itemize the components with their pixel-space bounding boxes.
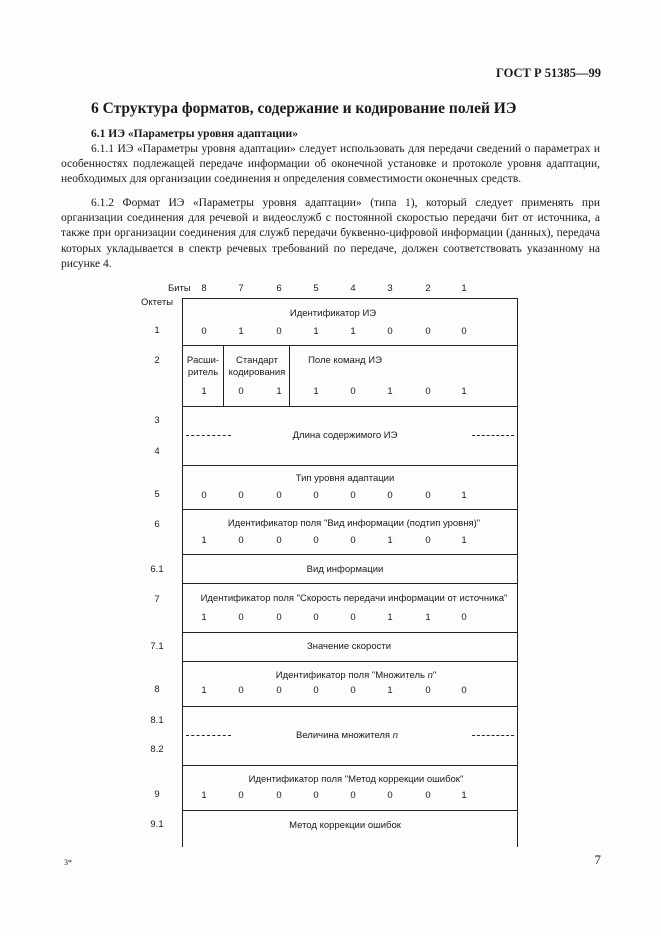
octet-number: 8.2 <box>150 744 164 755</box>
bit-value: 0 <box>238 685 244 696</box>
ie-command-field-label: Поле команд ИЭ <box>308 355 382 366</box>
bit-value: 0 <box>276 685 282 696</box>
source-rate-field-identifier: Идентификатор поля "Скорость передачи информации от источника" <box>200 593 508 604</box>
bit-value: 0 <box>387 790 393 801</box>
bit-value: 1 <box>387 685 393 696</box>
bit-value: 1 <box>313 386 319 397</box>
bit-value: 1 <box>201 790 207 801</box>
bit-value: 0 <box>276 490 282 501</box>
octet-number: 6 <box>154 519 160 530</box>
bit-value: 1 <box>350 326 356 337</box>
bit-value: 0 <box>461 612 467 623</box>
octet-number: 3 <box>154 415 160 426</box>
row-divider <box>182 810 518 811</box>
row-divider <box>182 632 518 633</box>
bit-number: 7 <box>238 283 244 294</box>
octet-number: 9.1 <box>150 819 164 830</box>
octet-number: 6.1 <box>150 564 164 575</box>
bit-value: 0 <box>313 490 319 501</box>
continuation-dash <box>472 435 514 436</box>
row-divider <box>182 465 518 466</box>
bit-number: 3 <box>387 283 393 294</box>
standard-number: ГОСТ Р 51385—99 <box>495 66 601 80</box>
ie-content-length: Длина содержимого ИЭ <box>292 430 398 441</box>
extension-label: Расши- <box>186 355 220 366</box>
multiplier-value: Величина множителя n <box>295 730 399 741</box>
bit-value: 1 <box>201 386 207 397</box>
bit-value: 1 <box>201 535 207 546</box>
row-divider <box>182 554 518 555</box>
bit-number: 6 <box>276 283 282 294</box>
rate-value: Значение скорости <box>306 641 392 652</box>
subsection-title: 6.1 ИЭ «Параметры уровня адаптации» <box>91 128 298 140</box>
bit-value: 0 <box>238 490 244 501</box>
row-divider <box>182 345 518 346</box>
error-correction-field-identifier: Идентификатор поля "Метод коррекции ошибок" <box>248 774 464 785</box>
row-divider <box>182 706 518 707</box>
bit-value: 1 <box>387 612 393 623</box>
bit-value: 1 <box>201 685 207 696</box>
bit-value: 1 <box>238 326 244 337</box>
bit-value: 0 <box>425 386 431 397</box>
bit-number: 4 <box>350 283 356 294</box>
bit-value: 0 <box>350 490 356 501</box>
row-divider <box>182 509 518 510</box>
bit-value: 1 <box>201 612 207 623</box>
bit-value: 0 <box>350 535 356 546</box>
page-number: 7 <box>594 852 601 867</box>
octet-number: 5 <box>154 489 160 500</box>
section-title: 6 Структура форматов, содержание и кодирование полей ИЭ <box>91 100 517 117</box>
bit-number: 8 <box>201 283 207 294</box>
bit-value: 1 <box>313 326 319 337</box>
octets-label: Октеты <box>141 297 174 308</box>
bit-value: 0 <box>425 685 431 696</box>
octet-number: 4 <box>154 446 160 457</box>
row-divider <box>182 661 518 662</box>
multiplier-field-identifier: Идентификатор поля "Множитель n" <box>275 670 437 681</box>
octet-number: 8 <box>154 684 160 695</box>
coding-standard-label: Стандарт <box>236 355 278 366</box>
bit-number: 2 <box>425 283 431 294</box>
bit-value: 0 <box>350 612 356 623</box>
paragraph-6-1-2: 6.1.2 Формат ИЭ «Параметры уровня адаптации» (типа 1), который следует применять при организации соединения для речевой и видеослужб с постоянной скоростью передачи бит от источника, а также при организации соединения для служб передачи буквенно-цифровой информации (данных), передача которых укладывается в спектр речевых требований по передаче, должен соответствовать указанному на рисунке 4. <box>61 197 600 270</box>
bit-value: 0 <box>350 790 356 801</box>
bit-value: 0 <box>387 490 393 501</box>
row-divider <box>182 765 518 766</box>
octet-number: 9 <box>154 789 160 800</box>
octet-number: 2 <box>154 355 160 366</box>
bit-value: 0 <box>238 790 244 801</box>
octet-number: 1 <box>154 325 160 336</box>
bit-value: 1 <box>425 612 431 623</box>
bit-value: 0 <box>276 612 282 623</box>
coding-divider <box>289 346 290 406</box>
bit-value: 0 <box>425 490 431 501</box>
ext-divider <box>223 346 224 406</box>
bit-value: 0 <box>276 326 282 337</box>
bit-value: 0 <box>313 535 319 546</box>
row-divider <box>182 406 518 407</box>
continuation-dash <box>186 435 231 436</box>
bit-value: 0 <box>387 326 393 337</box>
error-correction-method: Метод коррекции ошибок <box>289 820 401 831</box>
bit-value: 0 <box>238 386 244 397</box>
signature-mark: 3* <box>64 858 72 867</box>
bit-value: 0 <box>425 535 431 546</box>
bit-value: 0 <box>425 790 431 801</box>
bit-value: 0 <box>276 535 282 546</box>
octet-number: 8.1 <box>150 715 164 726</box>
bit-value: 0 <box>201 326 207 337</box>
bit-value: 0 <box>313 790 319 801</box>
continuation-dash <box>186 735 231 736</box>
row-divider <box>182 583 518 584</box>
bit-value: 0 <box>461 685 467 696</box>
bit-number: 5 <box>313 283 319 294</box>
continuation-dash <box>472 735 514 736</box>
paragraph-6-1-1: 6.1.1 ИЭ «Параметры уровня адаптации» следует использовать для передачи сведений о параметрах и особенностях подлежащей передаче информации об оконечной установке и протоколе уровня адаптации, необходимых для организации соединения и определения совместимости оконечных средств. <box>61 143 600 186</box>
bit-value: 0 <box>461 326 467 337</box>
octet-number: 7 <box>154 594 160 605</box>
bit-value: 1 <box>387 386 393 397</box>
info-type: Вид информации <box>306 564 384 575</box>
info-type-field-identifier: Идентификатор поля "Вид информации (подтип уровня)" <box>227 518 481 529</box>
bit-value: 1 <box>387 535 393 546</box>
bit-value: 0 <box>350 685 356 696</box>
bit-value: 0 <box>238 612 244 623</box>
extension-label: ритель <box>187 367 219 378</box>
ie-identifier-title: Идентификатор ИЭ <box>289 308 377 319</box>
bits-label: Биты <box>168 283 191 294</box>
bit-value: 0 <box>350 386 356 397</box>
octet-number: 7.1 <box>150 641 164 652</box>
bit-value: 0 <box>425 326 431 337</box>
adaptation-layer-type-title: Тип уровня адаптации <box>295 473 395 484</box>
bit-value: 1 <box>461 490 467 501</box>
bit-value: 1 <box>461 790 467 801</box>
bit-value: 1 <box>461 386 467 397</box>
bit-value: 0 <box>201 490 207 501</box>
coding-standard-label: кодирования <box>228 367 286 378</box>
bit-value: 0 <box>276 790 282 801</box>
bit-value: 0 <box>313 612 319 623</box>
bit-value: 1 <box>276 386 282 397</box>
bit-value: 0 <box>313 685 319 696</box>
bit-number: 1 <box>461 283 467 294</box>
bit-value: 1 <box>461 535 467 546</box>
bit-value: 0 <box>238 535 244 546</box>
